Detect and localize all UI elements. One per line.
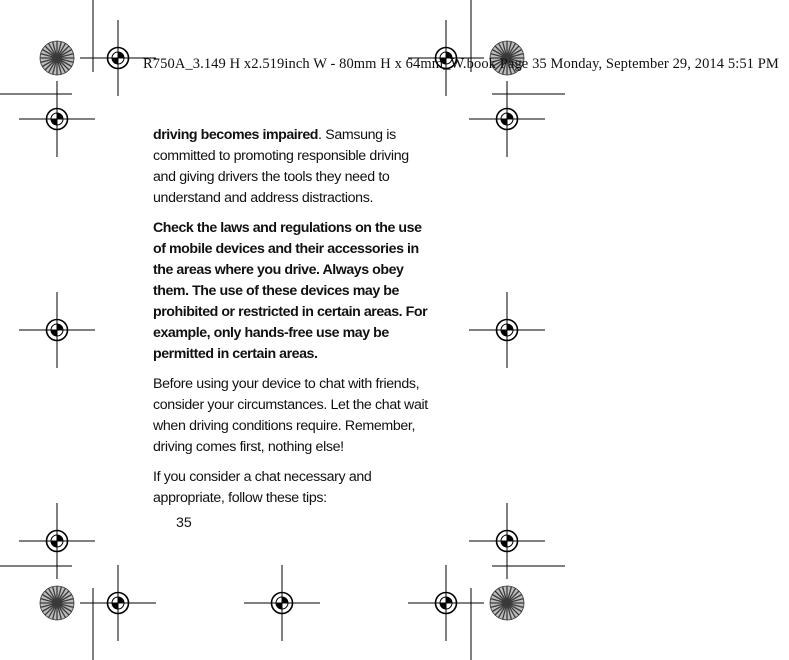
star-target-icon: [490, 586, 524, 620]
registration-mark-icon: [408, 565, 484, 641]
paragraph-text: . Samsung is committed to promoting responsible driving and giving drivers the tools they need to understand and address distractions.: [153, 127, 409, 206]
print-slug-header: R750A_3.149 H x2.519inch W - 80mm H x 64mm_W.book Page 35 Monday, September 29, 2014 5:51 PM: [143, 56, 779, 72]
paragraph-laws-warning: Check the laws and regulations on the use of mobile devices and their accessories in the areas where you drive. Always obey them. The use of these devices may be prohibited or restricted in certain areas. For example, only hands-free use may be permitted in certain areas.: [153, 220, 428, 362]
registration-mark-icon: [244, 565, 320, 641]
registration-mark-icon: [469, 503, 545, 579]
page-content: [153, 125, 431, 518]
paragraph-driving-impaired: [153, 125, 431, 209]
star-target-icon: [40, 586, 74, 620]
registration-mark-icon: [80, 565, 156, 641]
registration-mark-icon: [19, 503, 95, 579]
registration-mark-icon: [19, 81, 95, 157]
registration-mark-icon: [19, 292, 95, 368]
registration-mark-icon: [469, 292, 545, 368]
paragraph-chat-circumstances: Before using your device to chat with friends, consider your circumstances. Let the chat wait when driving conditions require. Remember, driving comes first, nothing else!: [153, 376, 428, 455]
star-target-icon: [40, 41, 74, 75]
page-number: 35: [176, 515, 192, 531]
bold-lead-text: driving becomes impaired: [153, 127, 319, 143]
registration-mark-icon: [469, 81, 545, 157]
paragraph-chat-tips: If you consider a chat necessary and appropriate, follow these tips:: [153, 469, 372, 506]
